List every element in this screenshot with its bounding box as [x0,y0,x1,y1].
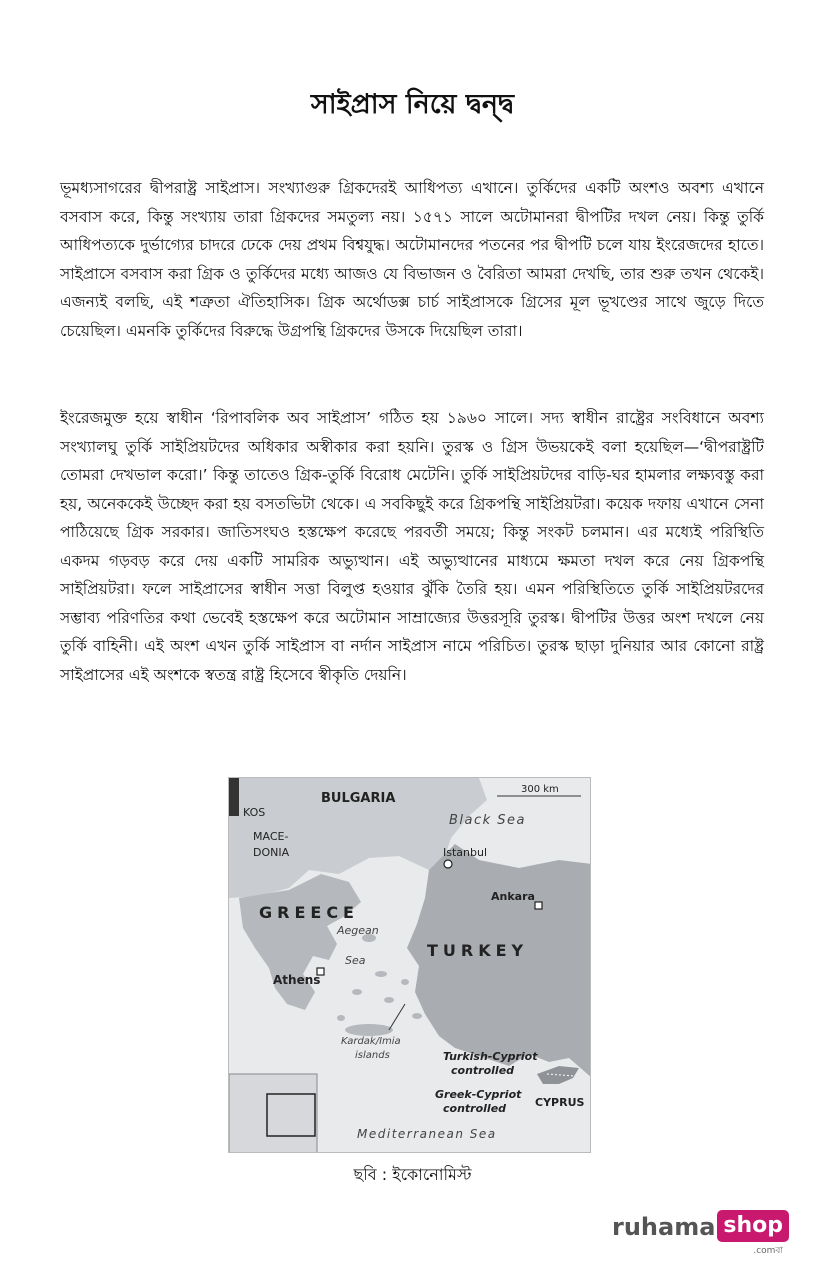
map-label-kardak-2: islands [355,1050,390,1061]
map-label-mediterranean: Mediterranean Sea [357,1127,497,1141]
map-label-aegean-sea: Sea [345,954,366,967]
cyprus-region-map [228,777,591,1153]
map-label-greek-cypriot-2: controlled [443,1102,507,1115]
map-label-turkey: TURKEY [427,941,529,960]
map-label-macedonia-2: DONIA [253,846,290,859]
map-label-kardak-1: Kardak/Imia [341,1036,401,1047]
map-inset [229,1074,317,1153]
map-scale-label: 300 km [521,784,559,795]
brand-name: ruhama [612,1213,716,1241]
map-label-black-sea: Black Sea [449,813,527,828]
map-marker-ankara [535,902,542,909]
paragraph-independence: ইংরেজমুক্ত হয়ে স্বাধীন ‘রিপাবলিক অব সাইপ্রাস’ গঠিত হয় ১৯৬০ সালে। সদ্য স্বাধীন রাষ্ট্রের সংবিধানে অবশ্য সংখ্যালঘু তুর্কি সাইপ্রিয়টদের অধিকার অস্বীকার করা হয়নি। তুরস্ক ও গ্রিস উভয়কেই বলা হয়েছিল—‘দ্বীপরাষ্ট্রটি তোমরা দেখভাল করো।’ কিন্তু তাতেও গ্রিক-তুর্কি বিরোধ মেটেনি। তুর্কি সাইপ্রিয়টদের বাড়ি-ঘর হামলার লক্ষ্যবস্তু করা হয়, অনেককেই উচ্ছেদ করা হয় বসতভিটা থেকে। এ সবকিছুই করে গ্রিকপন্থি সাইপ্রিয়টরা। কয়েক দফায় এখানে সেনা পাঠিয়েছে গ্রিক সরকার। জাতিসংঘও হস্তক্ষেপ করেছে পরবর্তী সময়ে; কিন্তু সংকট চলমান। এর মধ্যেই পরিস্থিতি একদম গড়বড় করে দেয় একটি সামরিক অভ্যুত্থান। এই অভ্যুত্থানের মাধ্যমে ক্ষমতা দখল করে নেয় গ্রিকপন্থি সাইপ্রিয়টরা। ফলে সাইপ্রাসের স্বাধীন সত্তা বিলুপ্ত হওয়ার ঝুঁকি তৈরি হয়। এমন পরিস্থিতিতে তুর্কি সাইপ্রিয়টরদের সম্ভাব্য পরিণতির কথা ভেবেই হস্তক্ষেপ করে অটোমান সাম্রাজ্যের উত্তরসূরি তুরস্ক। দ্বীপটির উত্তর অংশ দখলে নেয় তুর্কি বাহিনী। এই অংশ এখন তুর্কি সাইপ্রাস বা নর্দান সাইপ্রাস নামে পরিচিত। তুরস্ক ছাড়া দুনিয়ার আর কোনো রাষ্ট্র সাইপ্রাসের এই অংশকে স্বতন্ত্র রাষ্ট্র হিসেবে স্বীকৃতি দেয়নি। [60,409,764,684]
map-label-greek-cypriot-1: Greek-Cypriot [435,1088,522,1101]
map-label-cyprus: CYPRUS [535,1096,585,1109]
paragraph-history: ভূমধ্যসাগরের দ্বীপরাষ্ট্র সাইপ্রাস। সংখ্যাগুরু গ্রিকদেরই আধিপত্য এখানে। তুর্কিদের একটি অংশও অবশ্য এখানে বসবাস করে, কিন্তু সংখ্যায় তারা গ্রিকদের সমতুল্য নয়। ১৫৭১ সালে অটোমানরা দ্বীপটির দখল নেয়। কিন্তু তুর্কি আধিপত্যকে দুর্ভাগ্যের চাদরে ঢেকে দেয় প্রথম বিশ্বযুদ্ধ। অটোমানদের পতনের পর দ্বীপটি চলে যায় ইংরেজদের হাতে। সাইপ্রাসে বসবাস করা গ্রিক ও তুর্কিদের মধ্যে আজও যে বিভাজন ও বৈরিতা আমরা দেখছি, তার শুরু তখন থেকেই। এজন্যই বলছি, এই শত্রুতা ঐতিহাসিক। গ্রিক অর্থোডক্স চার্চ সাইপ্রাসকে গ্রিসের মূল ভূখণ্ডের সাথে জুড়ে দিতে চেয়েছিল। এমনকি তুর্কিদের বিরুদ্ধে উগ্রপন্থি গ্রিকদের উসকে দিয়েছিল তারা। [60,179,764,340]
brand-shop-badge: shop [717,1210,789,1242]
map-label-ankara: Ankara [491,890,535,903]
map-caption: ছবি : ইকোনোমিস্ট [353,1165,472,1184]
map-label-aegean: Aegean [337,924,379,937]
brand-domain: .comবা [753,1246,784,1256]
map-label-kos: KOS [243,806,266,819]
page-title: সাইপ্রাস নিয়ে দ্বন্দ্ব [310,89,515,120]
map-label-macedonia-1: MACE- [253,830,289,843]
map-label-greece: GREECE [259,903,359,922]
map-label-turkish-cypriot-1: Turkish-Cypriot [443,1050,538,1063]
map-label-turkish-cypriot-2: controlled [451,1064,515,1077]
map-label-bulgaria: BULGARIA [321,791,396,806]
map-corner-bar [229,778,239,816]
map-label-athens: Athens [273,973,321,987]
brand-logo [612,1210,789,1256]
map-label-istanbul: Istanbul [443,846,488,859]
map-marker-istanbul [444,860,452,868]
